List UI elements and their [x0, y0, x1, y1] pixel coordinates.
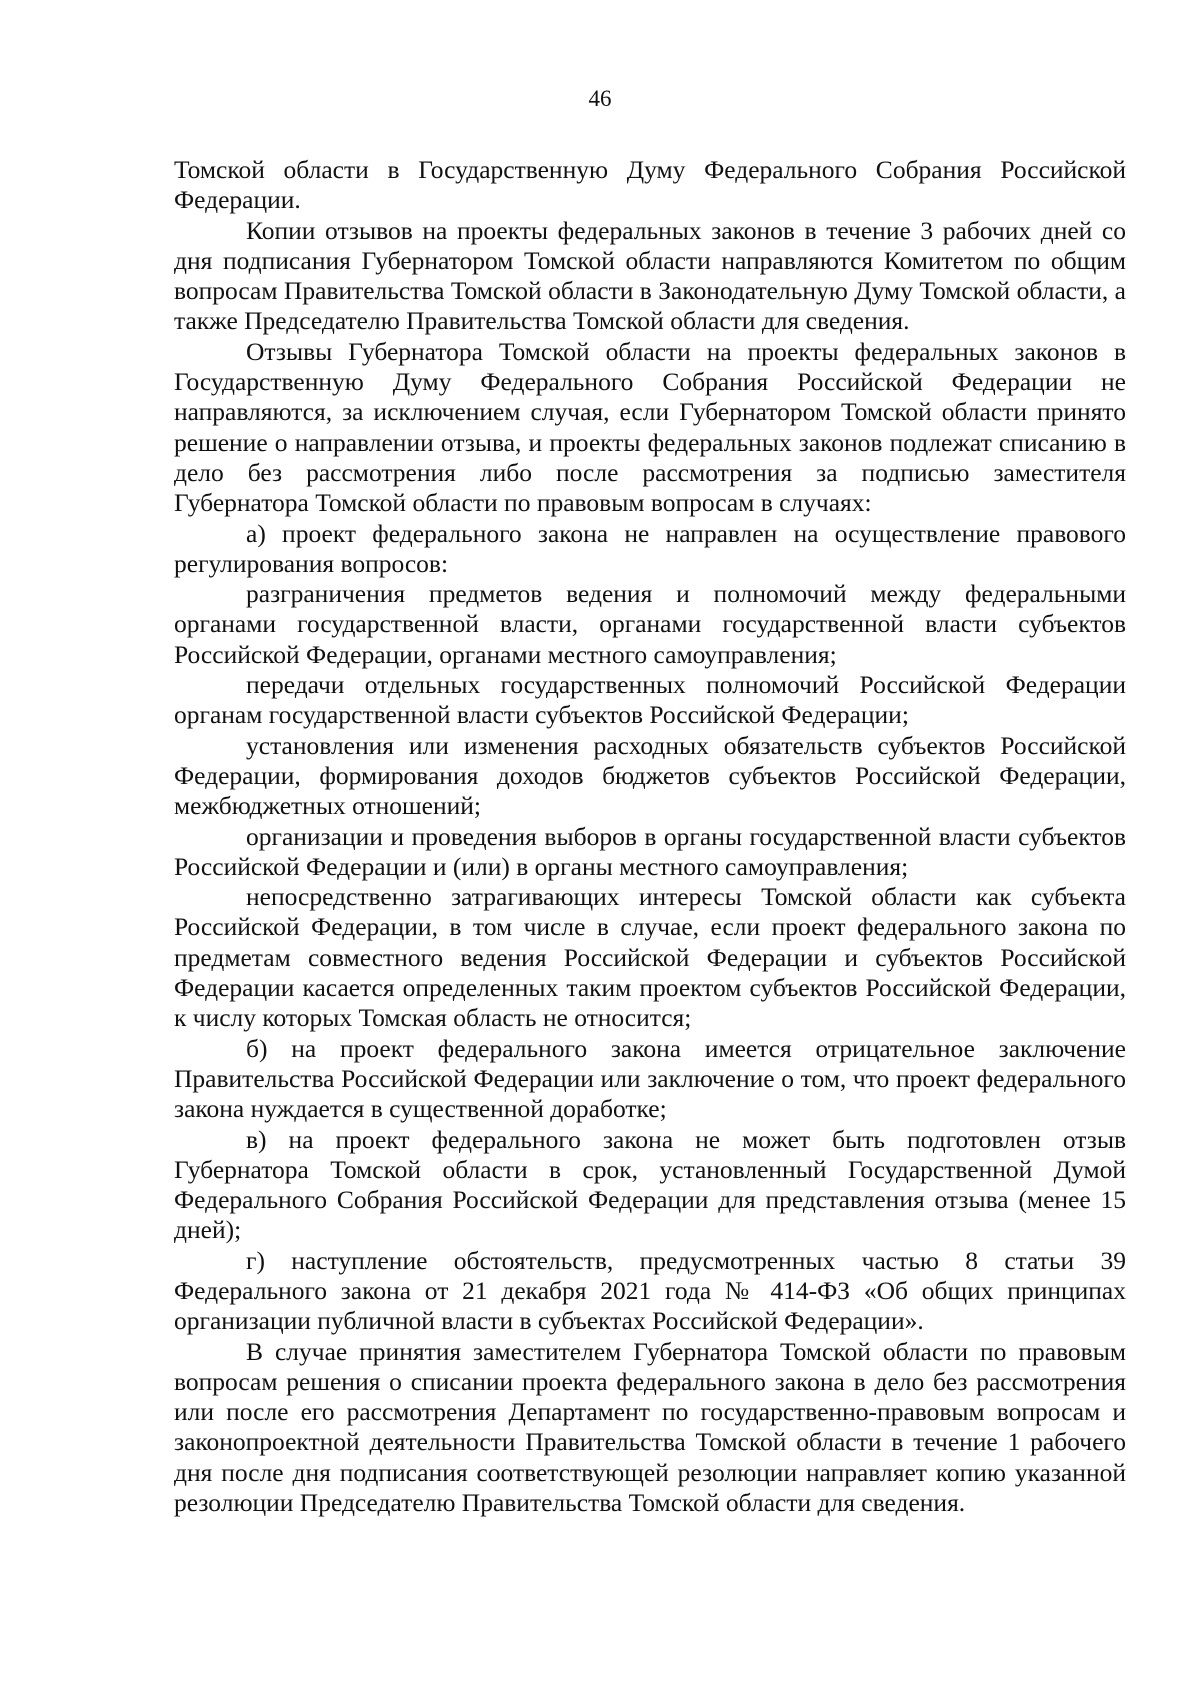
- paragraph-deputy-decision: В случае принятия заместителем Губернатора Томской области по правовым вопросам решения о списании проекта федерального закона в дело без рассмотрения или после его рассмотрения Департамент по государственно-правовым вопросам и законопроектной деятельности Правительства Томской области в течение 1 рабочего дня после дня подписания соответствующей резолюции направляет копию указанной резолюции Председателю Правительства Томской области для сведения.: [174, 1336, 1126, 1518]
- sub-item-transfer-of-powers: передачи отдельных государственных полномочий Российской Федерации органам государственной власти субъектов Российской Федерации;: [174, 670, 1126, 730]
- sub-item-expenditure-obligations: установления или изменения расходных обязательств субъектов Российской Федерации, формирования доходов бюджетов субъектов Российской Федерации, межбюджетных отношений;: [174, 730, 1126, 821]
- sub-item-elections: организации и проведения выборов в органы государственной власти субъектов Российской Федерации и (или) в органы местного самоуправления;: [174, 821, 1126, 881]
- page-number: 46: [588, 86, 612, 111]
- list-item-b: б) на проект федерального закона имеется отрицательное заключение Правительства Российской Федерации или заключение о том, что проект федерального закона нуждается в существенной доработке;: [174, 1033, 1126, 1124]
- document-body: [174, 155, 1126, 1518]
- list-item-a: а) проект федерального закона не направлен на осуществление правового регулирования вопросов:: [174, 518, 1126, 578]
- sub-item-tomsk-interests: непосредственно затрагивающих интересы Томской области как субъекта Российской Федерации, в том числе в случае, если проект федерального закона по предметам совместного ведения Российской Федерации и субъектов Российской Федерации касается определенных таким проектом субъектов Российской Федерации, к числу которых Томская область не относится;: [174, 882, 1126, 1033]
- paragraph-governor-reviews: Отзывы Губернатора Томской области на проекты федеральных законов в Государственную Думу Федерального Собрания Российской Федерации не направляются, за исключением случая, если Губернатором Томской области принято решение о направлении отзыва, и проекты федеральных законов подлежат списанию в дело без рассмотрения либо после рассмотрения за подписью заместителя Губернатора Томской области по правовым вопросам в случаях:: [174, 336, 1126, 518]
- list-item-v: в) на проект федерального закона не может быть подготовлен отзыв Губернатора Томской области в срок, установленный Государственной Думой Федерального Собрания Российской Федерации для представления отзыва (менее 15 дней);: [174, 1124, 1126, 1245]
- paragraph-copies-of-reviews: Копии отзывов на проекты федеральных законов в течение 3 рабочих дней со дня подписания Губернатором Томской области направляются Комитетом по общим вопросам Правительства Томской области в Законодательную Думу Томской области, а также Председателю Правительства Томской области для сведения.: [174, 215, 1126, 336]
- paragraph-continuation: Томской области в Государственную Думу Федерального Собрания Российской Федерации.: [174, 155, 1126, 215]
- sub-item-delimitation: разграничения предметов ведения и полномочий между федеральными органами государственной власти, органами государственной власти субъектов Российской Федерации, органами местного самоуправления;: [174, 579, 1126, 669]
- list-item-g: г) наступление обстоятельств, предусмотренных частью 8 статьи 39 Федерального закона от 21 декабря 2021 года № 414-ФЗ «Об общих принципах организации публичной власти в субъектах Российской Федерации».: [174, 1245, 1126, 1336]
